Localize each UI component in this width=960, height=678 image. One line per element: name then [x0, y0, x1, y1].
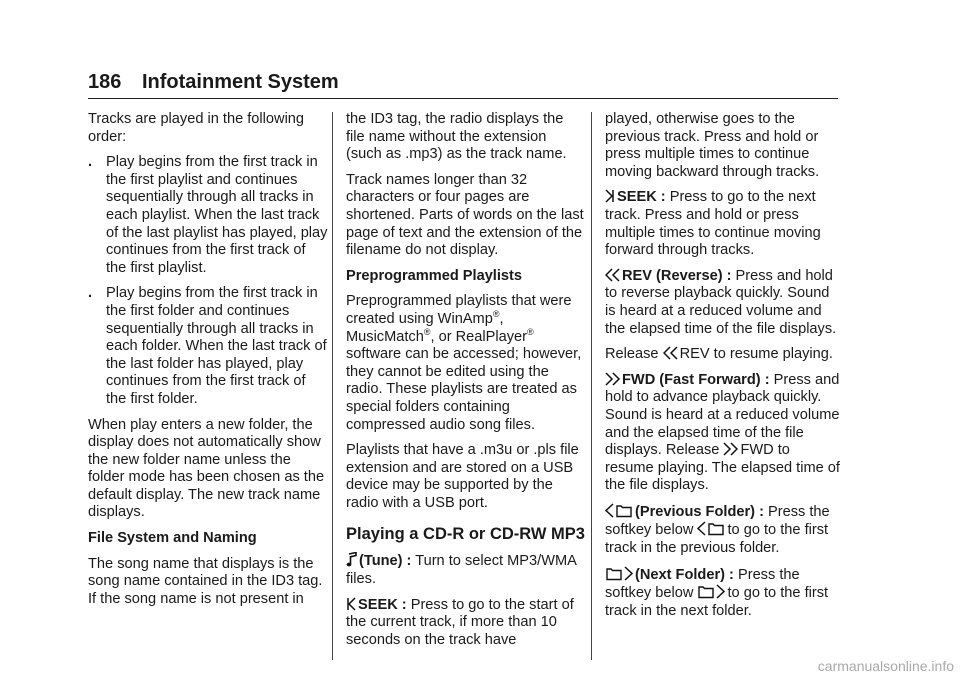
- bullet-mark: .: [88, 154, 93, 171]
- next-folder-icon: [697, 584, 725, 599]
- previous-folder-paragraph: [605, 503, 841, 558]
- seek-continued-paragraph: played, otherwise goes to the previous track. Press and hold or press multiple times to continue moving backward through tracks.: [605, 111, 820, 180]
- page-header: [88, 70, 838, 99]
- watermark: carmanualsonline.info: [817, 658, 954, 674]
- next-folder-label: (Next Folder) :: [635, 566, 734, 583]
- reverse-paragraph: [605, 268, 841, 338]
- tune-paragraph: [346, 552, 586, 588]
- release-paragraph: [605, 346, 841, 364]
- tune-icon: [346, 552, 357, 567]
- bullet-mark: .: [88, 285, 93, 302]
- previous-folder-icon: [605, 503, 633, 518]
- list-item: [88, 154, 328, 277]
- seek-next-paragraph: [605, 189, 841, 259]
- m3u-paragraph: Playlists that have a .m3u or .pls file extension and are stored on a USB device may be supported by the radio with a USB port.: [346, 442, 579, 511]
- list-item: [88, 285, 328, 408]
- reverse-icon: [663, 346, 678, 360]
- pp-text-c: , or RealPlayer: [430, 328, 528, 345]
- fwd-text: Press and hold to advance playback quickly. Sound is heard at a reduced volume and the elapsed time of the file displays. Release: [605, 371, 840, 459]
- intro-paragraph: Tracks are played in the following order:: [88, 111, 305, 145]
- forward-icon: [605, 372, 620, 386]
- forward-paragraph: [605, 372, 841, 495]
- seek-next-label: SEEK :: [617, 189, 666, 206]
- pp-text-d: software can be accessed; however, they cannot be edited using the radio. These playlists are treated as special folders containing compressed audio song files.: [346, 346, 582, 433]
- seek-back-icon: [346, 597, 356, 611]
- rev-label: REV (Reverse) :: [622, 267, 732, 284]
- forward-icon: [723, 442, 738, 456]
- release-text-end: REV to resume playing.: [679, 346, 833, 363]
- registered-mark: ®: [492, 309, 500, 320]
- registered-mark: ®: [423, 326, 431, 337]
- tune-label: (Tune) :: [359, 553, 412, 570]
- next-folder-icon: [605, 566, 633, 581]
- heading-playing-cd: Playing a CD-R or CD-RW MP3: [346, 525, 585, 544]
- tune-text: Turn to select MP3/WMA files.: [346, 553, 577, 588]
- new-folder-paragraph: When play enters a new folder, the display does not automatically show the new folder name unless the folder mode has been chosen as the default display. The new track name displays.: [88, 416, 325, 521]
- bullet-text: Play begins from the first track in the first playlist and continues sequentially through all tracks in each playlist. When the last track of the last playlist has played, play continues from the first track of the first playlist.: [106, 154, 328, 276]
- next-folder-paragraph: [605, 566, 841, 621]
- registered-mark: ®: [527, 326, 534, 337]
- seek-back-paragraph: [346, 597, 586, 650]
- section-title: Infotainment System: [142, 71, 339, 93]
- fwd-text-end: FWD to resume playing. The elapsed time of the file displays.: [605, 442, 840, 494]
- pp-text-b: , MusicMatch: [346, 310, 504, 345]
- subheading-file-system: File System and Naming: [88, 530, 257, 547]
- column-divider-2: [591, 112, 592, 660]
- column-2: [346, 111, 586, 657]
- prev-folder-label: (Previous Folder) :: [635, 503, 764, 520]
- page-number: 186: [88, 71, 122, 93]
- fwd-label: FWD (Fast Forward) :: [622, 371, 770, 388]
- prev-folder-text: Press the softkey below: [605, 503, 830, 539]
- bullet-text: Play begins from the first track in the first folder and continues sequentially through all tracks in each folder. When the last track of the last folder has played, play continues from the first track of the first folder.: [106, 285, 327, 407]
- subheading-preprogrammed: Preprogrammed Playlists: [346, 267, 523, 284]
- next-folder-text: Press the softkey below: [605, 566, 800, 602]
- previous-folder-icon: [697, 521, 725, 536]
- seek-next-text: Press to go to the next track. Press and hold or press multiple times to continue moving forward through tracks.: [605, 189, 821, 259]
- next-folder-text-end: to go to the first track in the next folder.: [605, 585, 829, 619]
- column-divider-1: [332, 112, 333, 660]
- release-text: Release: [605, 346, 659, 363]
- track-names-paragraph: Track names longer than 32 characters or four pages are shortened. Parts of words on the last page of text and the extension of the filename do not display.: [346, 171, 584, 259]
- file-system-paragraph: The song name that displays is the song name contained in the ID3 tag. If the song name is not present in: [88, 555, 323, 607]
- reverse-icon: [605, 268, 620, 282]
- seek-label: SEEK :: [358, 596, 407, 613]
- seek-next-icon: [605, 189, 615, 203]
- id3-continued-paragraph: the ID3 tag, the radio displays the file name without the extension (such as .mp3) as the track name.: [346, 111, 567, 163]
- seek-text: Press to go to the start of the current track, if more than 10 seconds on the track have: [346, 596, 574, 648]
- preprogrammed-paragraph: [346, 293, 586, 434]
- prev-folder-text-end: to go to the first track in the previous folder.: [605, 522, 829, 557]
- column-3: [605, 111, 841, 628]
- pp-text-a: Preprogrammed playlists that were created using WinAmp: [346, 293, 572, 327]
- rev-text: Press and hold to reverse playback quickly. Sound is heard at a reduced volume and the elapsed time of the file displays.: [605, 267, 837, 337]
- column-1: [88, 111, 328, 616]
